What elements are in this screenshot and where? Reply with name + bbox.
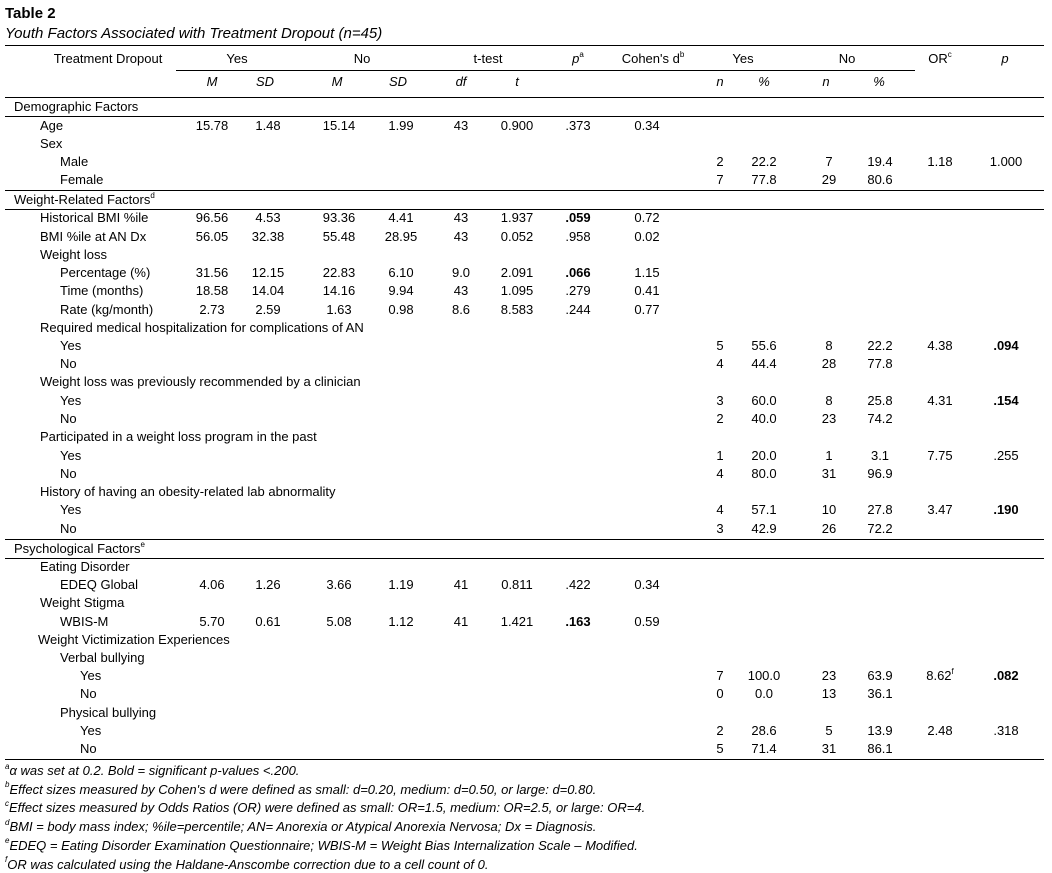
cell-sd-no: 1.19 — [388, 577, 414, 592]
cell-n-yes: 0 — [716, 686, 724, 701]
subheader-m-yes: M — [206, 74, 218, 89]
cell-pct-yes: 40.0 — [751, 411, 777, 426]
row-label: No — [80, 686, 97, 701]
cell-df: 9.0 — [451, 265, 471, 280]
cell-cohens-d: 0.77 — [634, 302, 660, 317]
cell-df: 8.6 — [451, 302, 471, 317]
header-p-or: p — [1001, 51, 1009, 66]
cell-m-no: 55.48 — [322, 229, 356, 244]
cell-pct-no: 77.8 — [867, 356, 893, 371]
row-label: No — [80, 741, 97, 756]
cell-n-yes: 3 — [716, 521, 724, 536]
section-weight: Weight-Related Factors$^d$ — [14, 190, 155, 207]
footnote — [5, 819, 596, 835]
cell-pct-yes: 80.0 — [751, 466, 777, 481]
cell-m-yes: 5.70 — [199, 614, 225, 629]
row-label: Verbal bullying — [60, 650, 145, 665]
cell-pct-yes: 28.6 — [751, 723, 777, 738]
cell-pct-no: 13.9 — [867, 723, 893, 738]
cell-sd-yes: 0.61 — [255, 614, 281, 629]
row-label: Participated in a weight loss program in the past — [40, 429, 317, 444]
footnote-text: Effect sizes measured by Cohen's d were defined as small: d=0.20, medium: d=0.50, or large: d=0.80. — [9, 781, 597, 797]
footnote — [5, 838, 638, 854]
footnote-marker: e — [5, 836, 10, 846]
row-label: Yes — [60, 448, 82, 463]
cell-n-yes: 5 — [716, 338, 724, 353]
cell-or-value: 8.62 — [926, 668, 952, 683]
row-label: Eating Disorder — [40, 559, 130, 574]
footnote-text: Effect sizes measured by Odds Ratios (OR) were defined as small: OR=1.5, medium: OR=2.5, or large: OR=4. — [9, 800, 646, 816]
cell-p: .373 — [565, 118, 591, 133]
cell-pct-no: 25.8 — [867, 393, 893, 408]
subheader-t: t — [515, 74, 519, 89]
row-label: Weight Stigma — [40, 595, 125, 610]
cell-cohens-d: 0.41 — [634, 283, 660, 298]
header-yes: Yes — [226, 51, 248, 66]
row-label: Age — [40, 118, 64, 133]
cell-n-no: 5 — [825, 723, 833, 738]
cell-n-no: 23 — [821, 411, 837, 426]
cell-n-no: 29 — [821, 172, 837, 187]
cell-pct-no: 96.9 — [867, 466, 893, 481]
cell-p: .422 — [565, 577, 591, 592]
cell-p: .279 — [565, 283, 591, 298]
cell-sd-yes: 32.38 — [251, 229, 285, 244]
cell-pct-no: 63.9 — [867, 668, 893, 683]
header-p: $p^a$ — [572, 49, 584, 66]
cell-pct-yes: 0.0 — [754, 686, 774, 701]
cell-m-yes: 18.58 — [195, 283, 229, 298]
row-label: No — [60, 521, 77, 536]
cell-m-no: 1.63 — [326, 302, 352, 317]
cell-n-yes: 5 — [716, 741, 724, 756]
cell-m-yes: 31.56 — [195, 265, 229, 280]
section-psychological: Psychological Factors$^e$ — [14, 539, 145, 556]
cell-pct-no: 72.2 — [867, 521, 893, 536]
cell-t: 2.091 — [500, 265, 534, 280]
row-label: Weight loss — [40, 247, 107, 262]
cell-pct-yes: 57.1 — [751, 502, 777, 517]
header-group-rule — [176, 70, 702, 71]
header-no-counts: No — [838, 51, 856, 66]
cell-pct-no: 19.4 — [867, 154, 893, 169]
row-label: Rate (kg/month) — [60, 302, 154, 317]
row-label: Physical bullying — [60, 705, 157, 720]
row-label: Yes — [60, 338, 82, 353]
cell-n-yes: 4 — [716, 466, 724, 481]
row-label: Percentage (%) — [60, 265, 151, 280]
cell-m-yes: 96.56 — [195, 210, 229, 225]
row-label: Required medical hospitalization for complications of AN — [40, 320, 364, 335]
cell-p: .163 — [565, 614, 591, 629]
row-label: Time (months) — [60, 283, 144, 298]
cell-cohens-d: 0.59 — [634, 614, 660, 629]
cell-m-yes: 56.05 — [195, 229, 229, 244]
header-no: No — [353, 51, 371, 66]
cell-df: 43 — [453, 210, 469, 225]
row-label: BMI %ile at AN Dx — [40, 229, 147, 244]
cell-pct-no: 86.1 — [867, 741, 893, 756]
cell-or-footnote-marker: f — [951, 666, 954, 676]
cell-n-no: 7 — [825, 154, 833, 169]
cell-n-yes: 2 — [716, 723, 724, 738]
footnote-text: EDEQ = Eating Disorder Examination Questionnaire; WBIS-M = Weight Bias Internalization Scale – Modified. — [9, 837, 638, 853]
cell-n-yes: 2 — [716, 411, 724, 426]
row-label: Yes — [60, 502, 82, 517]
section-rule — [5, 558, 1044, 559]
row-label: EDEQ Global — [60, 577, 139, 592]
header-yes-counts: Yes — [732, 51, 754, 66]
cell-df: 43 — [453, 283, 469, 298]
table-subtitle: Youth Factors Associated with Treatment Dropout (n=45) — [5, 25, 383, 42]
cell-m-no: 93.36 — [322, 210, 356, 225]
cell-n-yes: 4 — [716, 502, 724, 517]
cell-t: 0.052 — [500, 229, 534, 244]
cell-m-no: 5.08 — [326, 614, 352, 629]
cell-sd-no: 9.94 — [388, 283, 414, 298]
table-bottom-rule — [5, 759, 1044, 760]
cell-pct-yes: 100.0 — [747, 668, 781, 683]
row-label: History of having an obesity-related lab abnormality — [40, 484, 336, 499]
cell-p-or: .082 — [993, 668, 1019, 683]
footnote-marker: c — [5, 799, 9, 809]
subheader-df: df — [455, 74, 467, 89]
cell-df: 43 — [453, 118, 469, 133]
row-label: No — [60, 356, 77, 371]
cell-sd-yes: 2.59 — [255, 302, 281, 317]
cell-pct-yes: 71.4 — [751, 741, 777, 756]
cell-pct-yes: 44.4 — [751, 356, 777, 371]
header-group-rule — [700, 70, 915, 71]
cell-n-no: 13 — [821, 686, 837, 701]
cell-or: 2.48 — [927, 723, 953, 738]
footnote-marker: d — [5, 817, 10, 827]
row-label: Male — [60, 154, 89, 169]
cell-p-or: .154 — [993, 393, 1019, 408]
footnote-text: BMI = body mass index; %ile=percentile; AN= Anorexia or Atypical Anorexia Nervosa; Dx = Diagnosis. — [9, 819, 597, 835]
cell-m-no: 15.14 — [322, 118, 356, 133]
cell-sd-yes: 1.26 — [255, 577, 281, 592]
row-label: Weight Victimization Experiences — [38, 632, 230, 647]
cell-p-or: 1.000 — [989, 154, 1023, 169]
subheader-n-yes: n — [716, 74, 724, 89]
cell-p: .244 — [565, 302, 591, 317]
cell-pct-no: 3.1 — [870, 448, 890, 463]
cell-t: 1.095 — [500, 283, 534, 298]
cell-sd-yes: 14.04 — [251, 283, 285, 298]
footnote — [5, 782, 596, 798]
cell-or: 3.47 — [927, 502, 953, 517]
footnote — [5, 800, 645, 816]
cell-m-yes: 4.06 — [199, 577, 225, 592]
subheader-pct-no: % — [873, 74, 885, 89]
cell-pct-yes: 42.9 — [751, 521, 777, 536]
row-label: Sex — [40, 136, 63, 151]
subheader-pct-yes: % — [758, 74, 770, 89]
row-label: Yes — [80, 723, 102, 738]
cell-p-or: .318 — [993, 723, 1019, 738]
cell-or: 4.31 — [927, 393, 953, 408]
cell-pct-yes: 22.2 — [751, 154, 777, 169]
cell-pct-no: 80.6 — [867, 172, 893, 187]
cell-t: 1.421 — [500, 614, 534, 629]
cell-pct-no: 27.8 — [867, 502, 893, 517]
section-rule — [5, 539, 1044, 540]
cell-n-no: 31 — [821, 741, 837, 756]
cell-or: 7.75 — [927, 448, 953, 463]
cell-n-yes: 7 — [716, 172, 724, 187]
cell-p-or: .094 — [993, 338, 1019, 353]
cell-df: 41 — [453, 577, 469, 592]
cell-sd-no: 0.98 — [388, 302, 414, 317]
cell-sd-no: 1.12 — [388, 614, 414, 629]
row-label: Female — [60, 172, 104, 187]
cell-p: .059 — [565, 210, 591, 225]
header-ttest: t-test — [473, 51, 503, 66]
cell-sd-no: 28.95 — [384, 229, 418, 244]
cell-sd-no: 1.99 — [388, 118, 414, 133]
cell-cohens-d: 1.15 — [634, 265, 660, 280]
subheader-n-no: n — [822, 74, 830, 89]
subheader-m-no: M — [331, 74, 343, 89]
footnote-marker: b — [5, 780, 10, 790]
row-label: Weight loss was previously recommended by a clinician — [40, 374, 361, 389]
cell-n-yes: 7 — [716, 668, 724, 683]
cell-pct-no: 22.2 — [867, 338, 893, 353]
footnote-marker: f — [5, 855, 8, 865]
cell-n-yes: 1 — [716, 448, 724, 463]
cell-pct-no: 74.2 — [867, 411, 893, 426]
cell-n-yes: 4 — [716, 356, 724, 371]
header-or: $OR^c$ — [928, 49, 952, 66]
header-treatment-dropout: Treatment Dropout — [53, 51, 163, 66]
cell-sd-yes: 4.53 — [255, 210, 281, 225]
footnote — [5, 857, 489, 873]
cell-m-yes: 15.78 — [195, 118, 229, 133]
section-rule — [5, 116, 1044, 117]
cell-cohens-d: 0.34 — [634, 577, 660, 592]
cell-n-no: 23 — [821, 668, 837, 683]
subheader-sd-yes: SD — [255, 74, 275, 89]
cell-p: .958 — [565, 229, 591, 244]
footnote-marker: a — [5, 761, 10, 771]
row-label: WBIS-M — [60, 614, 109, 629]
cell-pct-yes: 20.0 — [751, 448, 777, 463]
cell-cohens-d: 0.72 — [634, 210, 660, 225]
cell-pct-yes: 55.6 — [751, 338, 777, 353]
cell-n-no: 28 — [821, 356, 837, 371]
cell-m-yes: 2.73 — [199, 302, 225, 317]
cell-t: 1.937 — [500, 210, 534, 225]
cell-cohens-d: 0.34 — [634, 118, 660, 133]
cell-or: 4.38 — [927, 338, 953, 353]
cell-df: 43 — [453, 229, 469, 244]
cell-n-no: 26 — [821, 521, 837, 536]
footnote-text: α was set at 0.2. Bold = significant p-values <.200. — [9, 763, 300, 778]
cell-sd-yes: 1.48 — [255, 118, 281, 133]
cell-n-no: 10 — [821, 502, 837, 517]
cell-n-no: 31 — [821, 466, 837, 481]
row-label: Yes — [60, 393, 82, 408]
cell-t: 0.900 — [500, 118, 534, 133]
cell-pct-no: 36.1 — [867, 686, 893, 701]
cell-sd-yes: 12.15 — [251, 265, 285, 280]
cell-pct-yes: 77.8 — [751, 172, 777, 187]
footnote — [5, 763, 299, 779]
cell-m-no: 22.83 — [322, 265, 356, 280]
cell-p-or: .255 — [993, 448, 1019, 463]
table-title: Table 2 — [5, 5, 56, 22]
table-top-rule — [5, 45, 1044, 46]
cell-t: 8.583 — [500, 302, 534, 317]
section-rule — [5, 97, 1044, 98]
subheader-sd-no: SD — [388, 74, 408, 89]
cell-or — [926, 668, 954, 684]
cell-pct-yes: 60.0 — [751, 393, 777, 408]
section-demographic: Demographic Factors — [14, 99, 139, 114]
row-label: Yes — [80, 668, 102, 683]
cell-n-yes: 3 — [716, 393, 724, 408]
cell-p: .066 — [565, 265, 591, 280]
cell-or: 1.18 — [927, 154, 953, 169]
footnote-text: OR was calculated using the Haldane-Anscombe correction due to a cell count of 0. — [7, 856, 489, 872]
cell-n-no: 1 — [825, 448, 833, 463]
cell-sd-no: 4.41 — [388, 210, 414, 225]
cell-n-no: 8 — [825, 338, 833, 353]
cell-m-no: 14.16 — [322, 283, 356, 298]
cell-cohens-d: 0.02 — [634, 229, 660, 244]
cell-n-yes: 2 — [716, 154, 724, 169]
row-label: Historical BMI %ile — [40, 210, 149, 225]
cell-p-or: .190 — [993, 502, 1019, 517]
section-rule — [5, 190, 1044, 191]
cell-df: 41 — [453, 614, 469, 629]
row-label: No — [60, 466, 77, 481]
cell-sd-no: 6.10 — [388, 265, 414, 280]
row-label: No — [60, 411, 77, 426]
header-cohens-d: Cohen's $d^b$ — [621, 49, 685, 66]
cell-n-no: 8 — [825, 393, 833, 408]
cell-t: 0.811 — [501, 577, 533, 592]
cell-m-no: 3.66 — [326, 577, 352, 592]
